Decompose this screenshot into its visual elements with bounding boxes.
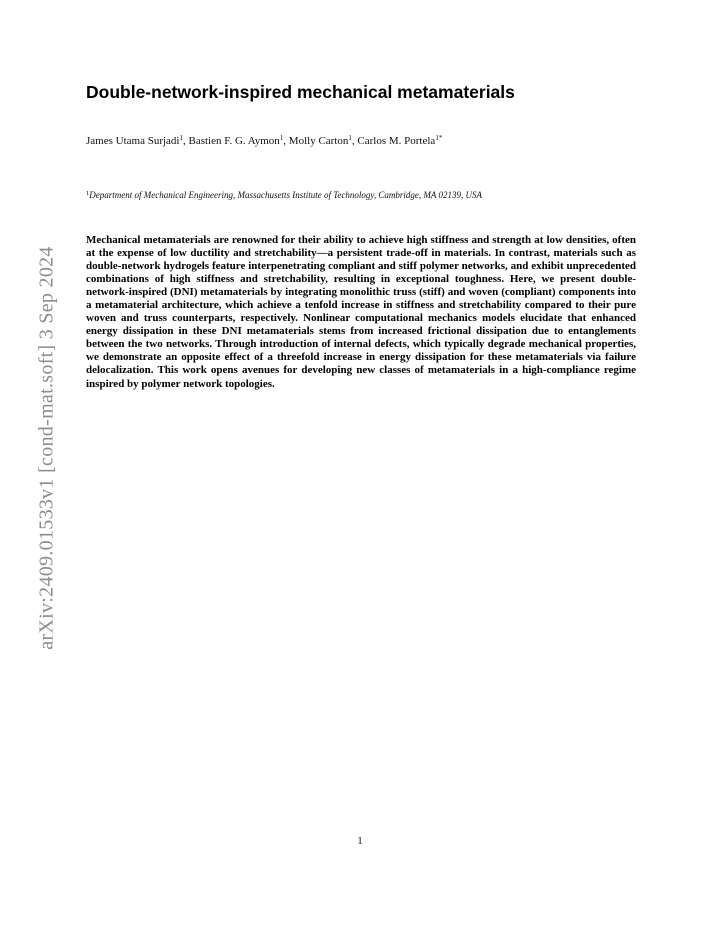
author-list	[86, 134, 442, 147]
affiliation-mark: 1	[86, 190, 90, 197]
author-affiliation-mark: 1	[179, 134, 183, 142]
author: Carlos M. Portela	[357, 135, 436, 147]
author: Molly Carton	[288, 135, 349, 147]
paper-title: Double-network-inspired mechanical metamaterials	[86, 82, 515, 102]
page-number: 1	[357, 835, 363, 847]
author-affiliation-mark: 1*	[435, 134, 443, 142]
abstract: Mechanical metamaterials are renowned for their ability to achieve high stiffness and strength at low densities, often at the expense of low ductility and stretchability—a persistent trade-off in materials. In contrast, materials such as double-network hydrogels feature interpenetrating compliant and stiff polymer networks, and exhibit unprecedented combinations of high stiffness and stretchability, resulting in exceptional toughness. Here, we present double-network-inspired (DNI) metamaterials by integrating monolithic truss (stiff) and woven (compliant) components into a metamaterial architecture, which achieve a tenfold increase in stiffness and stretchability compared to their pure woven and truss counterparts, respectively. Nonlinear computational mechanics models elucidate that enhanced energy dissipation in these DNI metamaterials stems from increased frictional dissipation due to entanglements between the two networks. Through introduction of internal defects, which typically degrade mechanical properties, we demonstrate an opposite effect of a threefold increase in energy dissipation for these metamaterials via failure delocalization. This work opens avenues for developing new classes of metamaterials in a high-compliance regime inspired by polymer network topologies.	[86, 234, 636, 390]
affiliation-text: Department of Mechanical Engineering, Massachusetts Institute of Technology, Cambridge, MA 02139, USA	[89, 190, 482, 200]
affiliation	[86, 190, 482, 200]
arxiv-identifier-stamp: arXiv:2409.01533v1 [cond-mat.soft] 3 Sep 2024	[35, 246, 58, 650]
author: James Utama Surjadi	[86, 135, 180, 147]
author-separator: ,	[351, 135, 358, 147]
author-separator: ,	[182, 135, 189, 147]
author-affiliation-mark: 1	[348, 134, 352, 142]
author-affiliation-mark: 1	[279, 134, 284, 142]
author-separator: ,	[283, 135, 289, 147]
author: Bastien F. G. Aymon	[188, 135, 280, 147]
